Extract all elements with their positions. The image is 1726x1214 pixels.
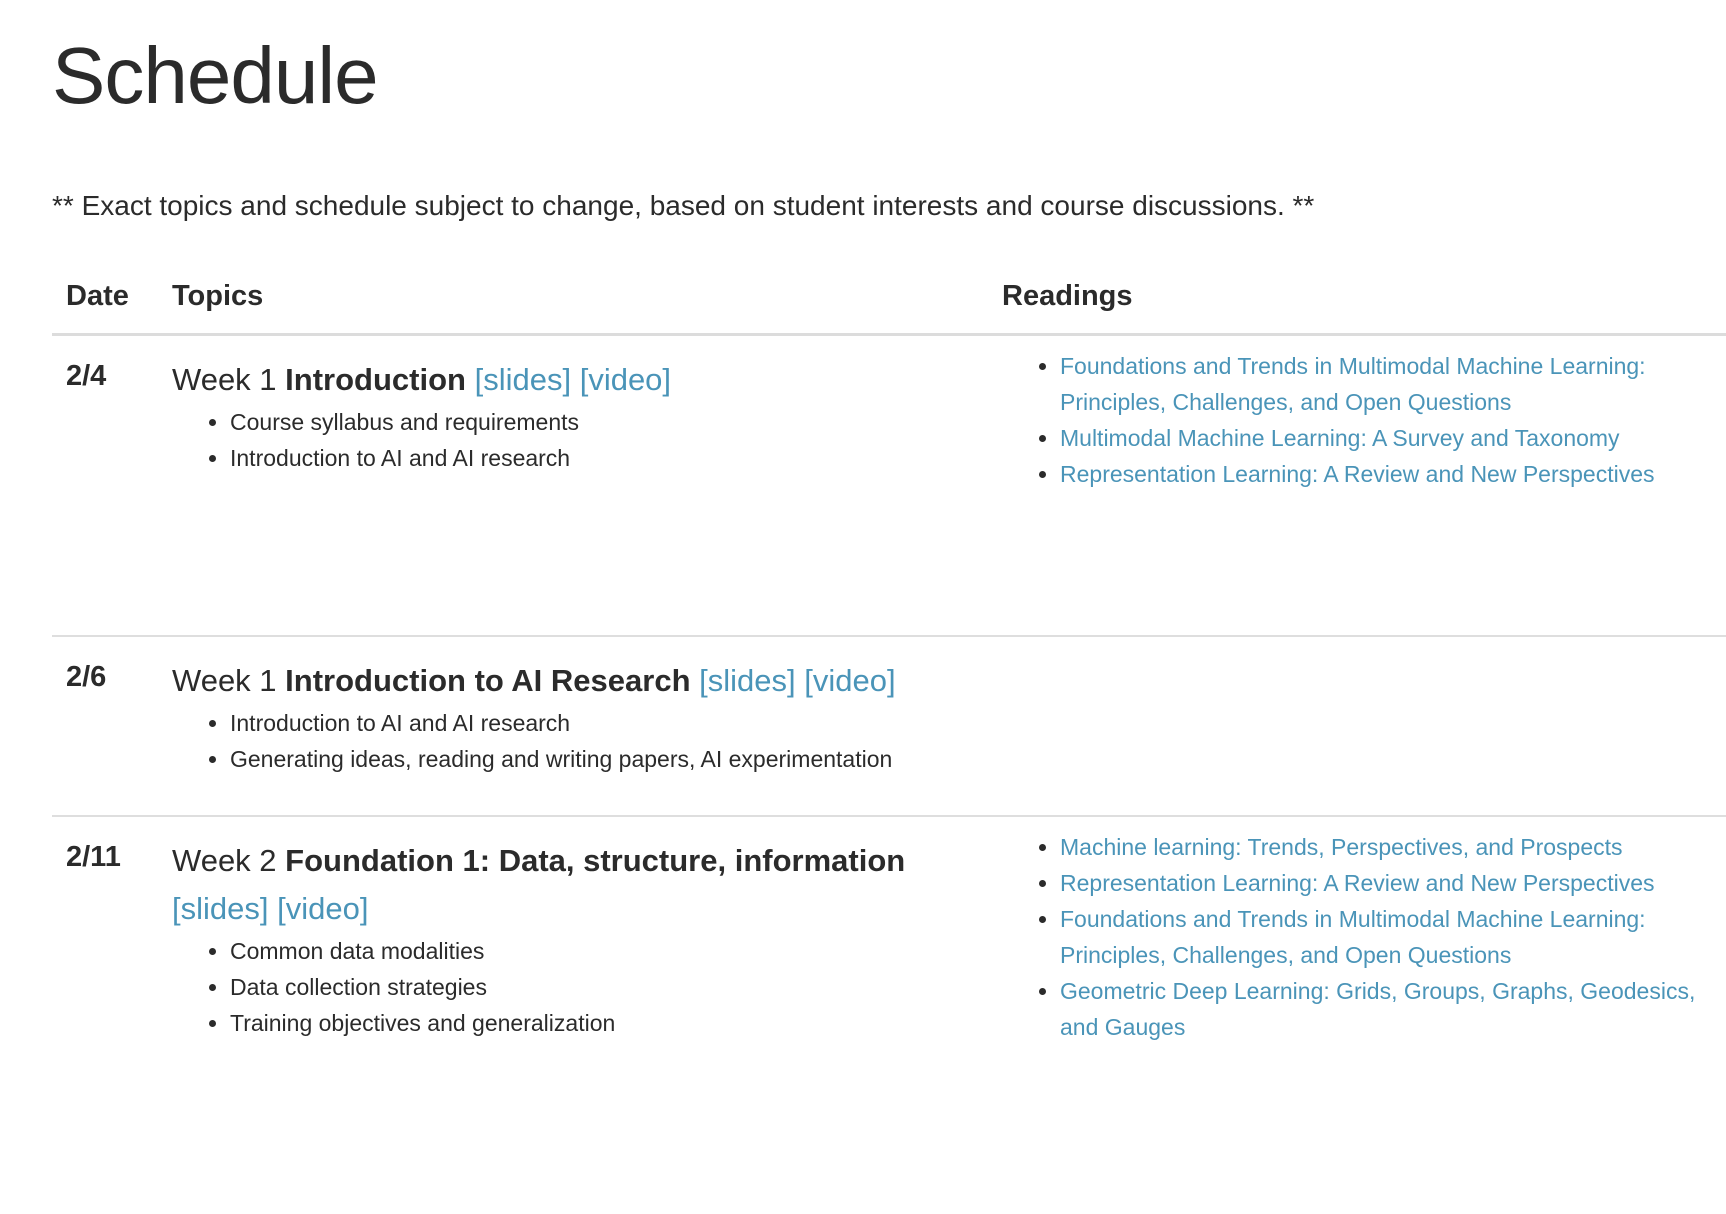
topic-title: Foundation 1: Data, structure, information bbox=[285, 843, 906, 878]
subtopic-item: • Course syllabus and requirements bbox=[230, 404, 982, 440]
subtopic-item: • Introduction to AI and AI research bbox=[230, 705, 982, 741]
reading-item bbox=[1060, 973, 1706, 1045]
slides-link[interactable]: [slides] bbox=[699, 663, 796, 698]
header-readings: Readings bbox=[1002, 266, 1726, 335]
reading-item bbox=[1060, 865, 1706, 901]
table-row bbox=[52, 335, 1726, 637]
reading-link[interactable]: Multimodal Machine Learning: A Survey and Taxonomy bbox=[1060, 425, 1620, 451]
video-link[interactable]: [video] bbox=[804, 663, 896, 698]
slides-link[interactable]: [slides] bbox=[474, 362, 572, 397]
reading-item bbox=[1060, 456, 1706, 492]
week-label: Week 1 bbox=[172, 362, 277, 397]
subtopic-item: • Introduction to AI and AI research bbox=[230, 440, 982, 476]
reading-link[interactable]: Foundations and Trends in Multimodal Machine Learning: Principles, Challenges, and Open Questions bbox=[1060, 906, 1646, 968]
reading-list bbox=[1002, 829, 1726, 1045]
topic-title: Introduction to AI Research bbox=[285, 663, 691, 698]
video-link[interactable]: [video] bbox=[579, 362, 672, 397]
readings-cell bbox=[1002, 636, 1726, 816]
subtopic-list bbox=[172, 404, 982, 476]
topic-title: Introduction bbox=[285, 362, 466, 397]
reading-link[interactable]: Foundations and Trends in Multimodal Machine Learning: Principles, Challenges, and Open Questions bbox=[1060, 353, 1646, 415]
page-title: Schedule bbox=[52, 31, 378, 120]
reading-link[interactable]: Machine learning: Trends, Perspectives, and Prospects bbox=[1060, 834, 1623, 860]
week-label: Week 2 bbox=[172, 843, 277, 878]
reading-list bbox=[1002, 348, 1726, 492]
reading-link[interactable]: Representation Learning: A Review and New Perspectives bbox=[1060, 870, 1655, 896]
subtopic-item: • Training objectives and generalization bbox=[230, 1005, 982, 1041]
reading-item bbox=[1060, 829, 1706, 865]
table-row bbox=[52, 636, 1726, 816]
table-row bbox=[52, 816, 1726, 1209]
topic-cell bbox=[172, 636, 1002, 816]
topic-cell bbox=[172, 335, 1002, 637]
topic-line bbox=[172, 356, 982, 404]
topic-line bbox=[172, 837, 982, 933]
header-topics: Topics bbox=[172, 266, 1002, 335]
reading-item bbox=[1060, 348, 1706, 420]
subtopic-item: • Common data modalities bbox=[230, 933, 982, 969]
topic-cell bbox=[172, 816, 1002, 1209]
slides-link[interactable]: [slides] bbox=[172, 891, 269, 926]
readings-cell bbox=[1002, 816, 1726, 1209]
schedule-notice: ** Exact topics and schedule subject to change, based on student interests and course discussions. ** bbox=[52, 190, 1315, 221]
schedule-table bbox=[52, 266, 1726, 1209]
readings-cell bbox=[1002, 335, 1726, 637]
subtopic-item: • Data collection strategies bbox=[230, 969, 982, 1005]
subtopic-list bbox=[172, 705, 982, 777]
reading-link[interactable]: Representation Learning: A Review and New Perspectives bbox=[1060, 461, 1655, 487]
video-link[interactable]: [video] bbox=[277, 891, 369, 926]
week-label: Week 1 bbox=[172, 663, 277, 698]
header-row bbox=[52, 266, 1726, 335]
subtopic-list bbox=[172, 933, 982, 1041]
topic-line bbox=[172, 657, 982, 705]
subtopic-item: • Generating ideas, reading and writing papers, AI experimentation bbox=[230, 741, 982, 777]
date-cell: 2/6 bbox=[52, 636, 172, 816]
reading-item bbox=[1060, 901, 1706, 973]
header-date: Date bbox=[52, 266, 172, 335]
date-cell: 2/11 bbox=[66, 841, 121, 873]
reading-link[interactable]: Geometric Deep Learning: Grids, Groups, Graphs, Geodesics, and Gauges bbox=[1060, 978, 1696, 1040]
reading-item bbox=[1060, 420, 1706, 456]
date-cell: 2/4 bbox=[52, 335, 172, 637]
